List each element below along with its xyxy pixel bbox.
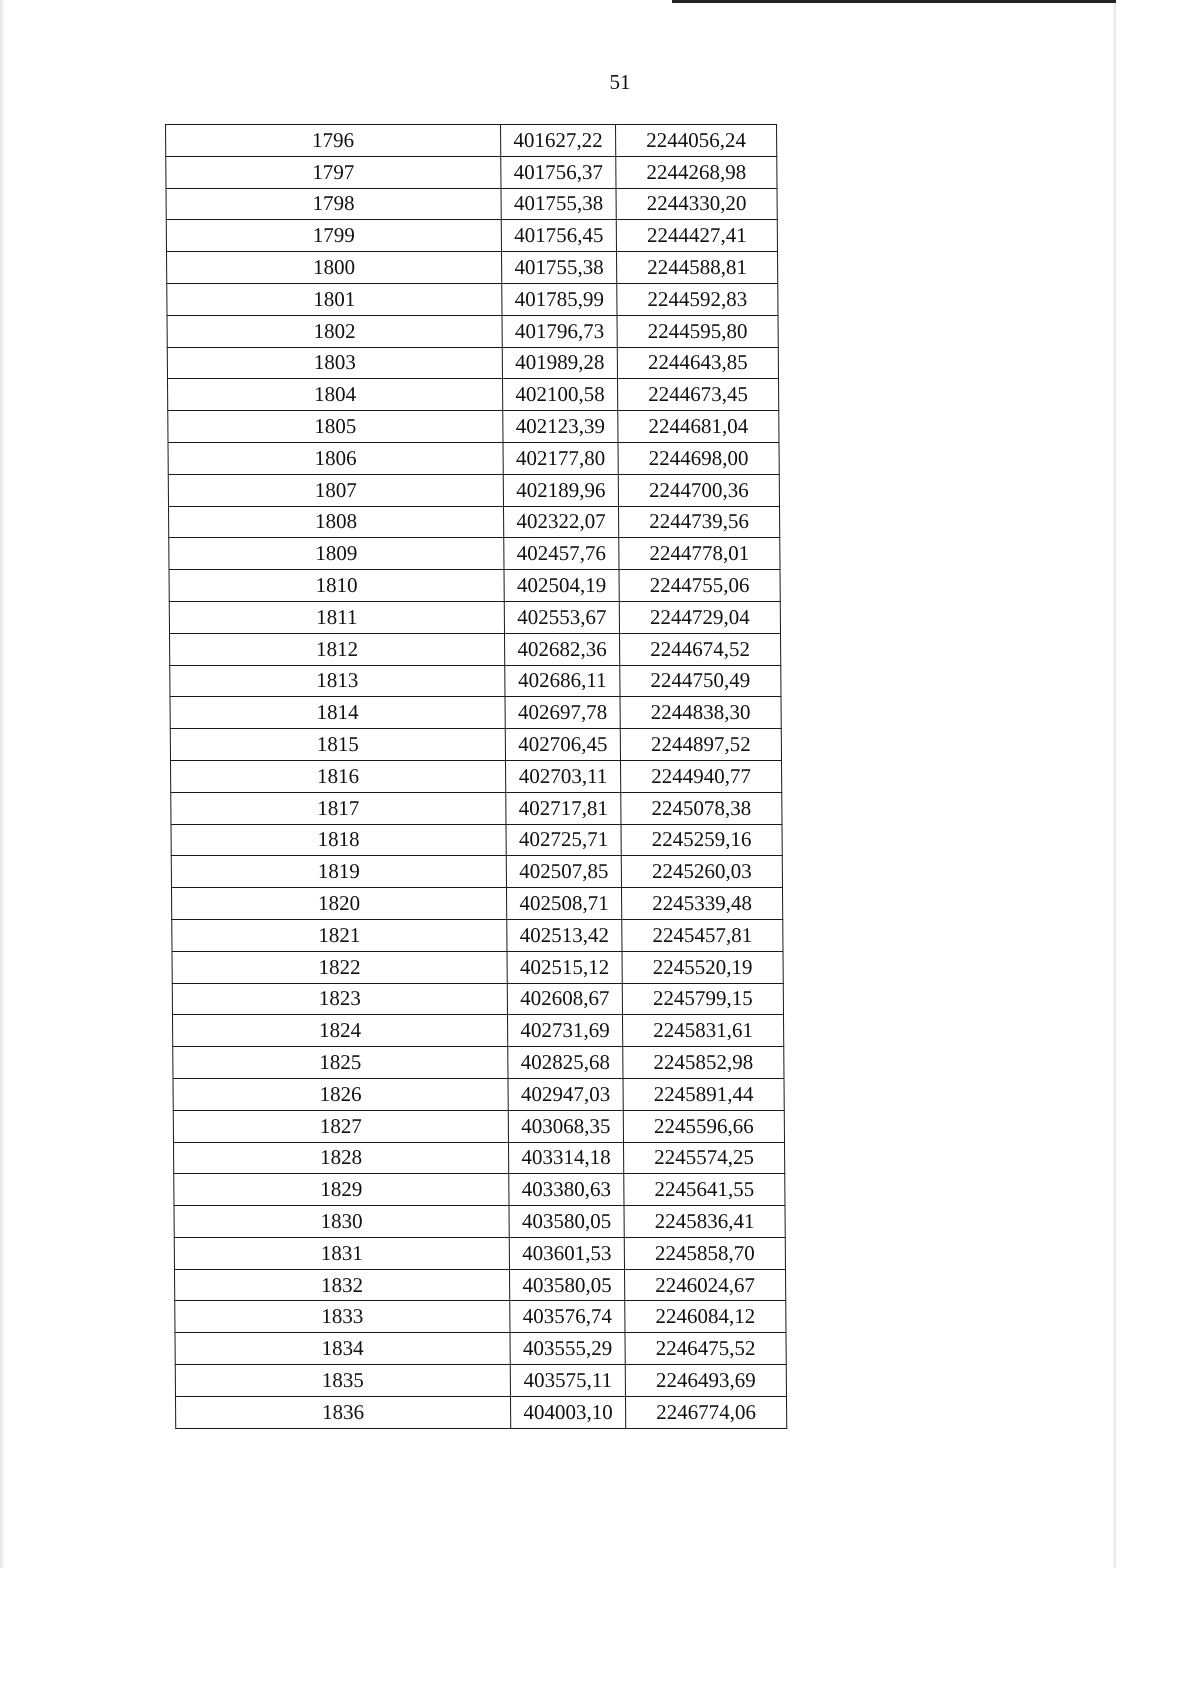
table-row <box>166 156 777 188</box>
page-number: 51 <box>609 70 631 94</box>
coordinates-table-body <box>166 125 787 1429</box>
table-row <box>174 1174 785 1206</box>
point-number-cell: 1828 <box>173 1142 508 1174</box>
x-coordinate-cell: 402725,71 <box>506 824 621 856</box>
y-coordinate-cell: 2245520,19 <box>622 951 783 983</box>
y-coordinate-cell: 2244592,83 <box>617 283 778 315</box>
table-row <box>170 665 781 697</box>
x-coordinate-cell: 401989,28 <box>502 347 617 379</box>
x-coordinate-cell: 403601,53 <box>509 1237 624 1269</box>
point-number-cell: 1834 <box>175 1333 510 1365</box>
point-number-cell: 1821 <box>172 919 507 951</box>
table-row <box>168 411 779 443</box>
point-number-cell: 1808 <box>169 506 504 538</box>
table-row <box>168 442 779 474</box>
x-coordinate-cell: 402189,96 <box>503 474 618 506</box>
y-coordinate-cell: 2245852,98 <box>623 1047 784 1079</box>
y-coordinate-cell: 2245260,03 <box>621 856 782 888</box>
table-row <box>173 1110 784 1142</box>
y-coordinate-cell: 2246493,69 <box>625 1365 786 1397</box>
y-coordinate-cell: 2245078,38 <box>621 792 782 824</box>
point-number-cell: 1830 <box>174 1206 509 1238</box>
table-row <box>168 474 779 506</box>
table-row <box>175 1333 786 1365</box>
point-number-cell: 1823 <box>172 983 507 1015</box>
table-row <box>172 951 783 983</box>
table-row <box>175 1396 786 1428</box>
x-coordinate-cell: 402825,68 <box>508 1047 623 1079</box>
point-number-cell: 1833 <box>175 1301 510 1333</box>
y-coordinate-cell: 2245457,81 <box>622 919 783 951</box>
x-coordinate-cell: 404003,10 <box>510 1396 625 1428</box>
table-row <box>166 125 777 157</box>
x-coordinate-cell: 401755,38 <box>501 188 616 220</box>
y-coordinate-cell: 2244674,52 <box>619 633 780 665</box>
y-coordinate-cell: 2244700,36 <box>618 474 779 506</box>
y-coordinate-cell: 2245259,16 <box>621 824 782 856</box>
point-number-cell: 1801 <box>167 283 502 315</box>
table-row <box>166 220 777 252</box>
table-row <box>169 633 780 665</box>
x-coordinate-cell: 402515,12 <box>507 951 622 983</box>
scan-edge-left <box>0 0 6 1568</box>
point-number-cell: 1836 <box>175 1396 510 1428</box>
point-number-cell: 1802 <box>167 315 502 347</box>
x-coordinate-cell: 402686,11 <box>505 665 620 697</box>
table-row <box>171 856 782 888</box>
table-row <box>167 283 778 315</box>
y-coordinate-cell: 2244729,04 <box>619 601 780 633</box>
point-number-cell: 1817 <box>171 792 506 824</box>
x-coordinate-cell: 401756,45 <box>501 220 616 252</box>
table-row <box>172 983 783 1015</box>
x-coordinate-cell: 402507,85 <box>506 856 621 888</box>
x-coordinate-cell: 402717,81 <box>506 792 621 824</box>
y-coordinate-cell: 2246084,12 <box>625 1301 786 1333</box>
x-coordinate-cell: 402100,58 <box>503 379 618 411</box>
x-coordinate-cell: 402177,80 <box>503 442 618 474</box>
point-number-cell: 1826 <box>173 1078 508 1110</box>
table-row <box>172 1015 783 1047</box>
point-number-cell: 1822 <box>172 951 507 983</box>
point-number-cell: 1835 <box>175 1365 510 1397</box>
table-row <box>169 538 780 570</box>
x-coordinate-cell: 402504,19 <box>504 570 619 602</box>
coordinates-table-wrapper <box>165 124 787 1429</box>
y-coordinate-cell: 2244940,77 <box>620 760 781 792</box>
x-coordinate-cell: 402457,76 <box>504 538 619 570</box>
y-coordinate-cell: 2246774,06 <box>625 1396 786 1428</box>
table-row <box>169 601 780 633</box>
table-row <box>172 919 783 951</box>
point-number-cell: 1818 <box>171 824 506 856</box>
table-row <box>173 1142 784 1174</box>
y-coordinate-cell: 2245836,41 <box>624 1206 785 1238</box>
x-coordinate-cell: 402706,45 <box>505 729 620 761</box>
table-row <box>169 506 780 538</box>
point-number-cell: 1809 <box>169 538 504 570</box>
point-number-cell: 1825 <box>173 1047 508 1079</box>
point-number-cell: 1815 <box>170 729 505 761</box>
y-coordinate-cell: 2245596,66 <box>623 1110 784 1142</box>
y-coordinate-cell: 2244643,85 <box>617 347 778 379</box>
x-coordinate-cell: 402553,67 <box>504 601 619 633</box>
table-row <box>168 379 779 411</box>
y-coordinate-cell: 2245574,25 <box>623 1142 784 1174</box>
x-coordinate-cell: 403380,63 <box>509 1174 624 1206</box>
y-coordinate-cell: 2244755,06 <box>619 570 780 602</box>
y-coordinate-cell: 2244897,52 <box>620 729 781 761</box>
table-row <box>170 697 781 729</box>
table-row <box>167 252 778 284</box>
x-coordinate-cell: 401755,38 <box>502 252 617 284</box>
table-row <box>175 1365 786 1397</box>
y-coordinate-cell: 2246024,67 <box>624 1269 785 1301</box>
scan-edge-right <box>1111 0 1116 1568</box>
y-coordinate-cell: 2245891,44 <box>623 1078 784 1110</box>
point-number-cell: 1816 <box>170 760 505 792</box>
x-coordinate-cell: 402731,69 <box>507 1015 622 1047</box>
x-coordinate-cell: 403068,35 <box>508 1110 623 1142</box>
point-number-cell: 1800 <box>167 252 502 284</box>
top-rule <box>672 0 1116 3</box>
table-row <box>166 188 777 220</box>
table-row <box>173 1047 784 1079</box>
point-number-cell: 1829 <box>174 1174 509 1206</box>
table-row <box>174 1206 785 1238</box>
y-coordinate-cell: 2244698,00 <box>618 442 779 474</box>
point-number-cell: 1831 <box>174 1237 509 1269</box>
y-coordinate-cell: 2244739,56 <box>619 506 780 538</box>
y-coordinate-cell: 2244268,98 <box>616 156 777 188</box>
table-row <box>171 888 782 920</box>
x-coordinate-cell: 402697,78 <box>505 697 620 729</box>
x-coordinate-cell: 403555,29 <box>510 1333 625 1365</box>
table-row <box>169 570 780 602</box>
y-coordinate-cell: 2245641,55 <box>624 1174 785 1206</box>
y-coordinate-cell: 2246475,52 <box>625 1333 786 1365</box>
coordinates-table <box>165 124 787 1429</box>
point-number-cell: 1803 <box>167 347 502 379</box>
point-number-cell: 1807 <box>168 474 503 506</box>
table-row <box>170 729 781 761</box>
x-coordinate-cell: 402682,36 <box>504 633 619 665</box>
x-coordinate-cell: 401785,99 <box>502 283 617 315</box>
y-coordinate-cell: 2244750,49 <box>620 665 781 697</box>
y-coordinate-cell: 2244673,45 <box>618 379 779 411</box>
x-coordinate-cell: 403580,05 <box>509 1269 624 1301</box>
point-number-cell: 1810 <box>169 570 504 602</box>
point-number-cell: 1806 <box>168 442 503 474</box>
table-row <box>174 1237 785 1269</box>
table-row <box>171 824 782 856</box>
x-coordinate-cell: 401756,37 <box>501 156 616 188</box>
x-coordinate-cell: 402322,07 <box>504 506 619 538</box>
point-number-cell: 1813 <box>170 665 505 697</box>
x-coordinate-cell: 402608,67 <box>507 983 622 1015</box>
x-coordinate-cell: 403580,05 <box>509 1206 624 1238</box>
point-number-cell: 1796 <box>166 125 501 157</box>
point-number-cell: 1824 <box>172 1015 507 1047</box>
x-coordinate-cell: 401796,73 <box>502 315 617 347</box>
point-number-cell: 1827 <box>173 1110 508 1142</box>
point-number-cell: 1805 <box>168 411 503 443</box>
y-coordinate-cell: 2245831,61 <box>622 1015 783 1047</box>
point-number-cell: 1798 <box>166 188 501 220</box>
table-row <box>175 1301 786 1333</box>
y-coordinate-cell: 2244595,80 <box>617 315 778 347</box>
x-coordinate-cell: 402508,71 <box>506 888 621 920</box>
table-row <box>173 1078 784 1110</box>
point-number-cell: 1797 <box>166 156 501 188</box>
y-coordinate-cell: 2245858,70 <box>624 1237 785 1269</box>
y-coordinate-cell: 2244838,30 <box>620 697 781 729</box>
point-number-cell: 1819 <box>171 856 506 888</box>
point-number-cell: 1814 <box>170 697 505 729</box>
y-coordinate-cell: 2244681,04 <box>618 411 779 443</box>
x-coordinate-cell: 402703,11 <box>505 760 620 792</box>
table-row <box>167 315 778 347</box>
point-number-cell: 1812 <box>169 633 504 665</box>
point-number-cell: 1799 <box>166 220 501 252</box>
y-coordinate-cell: 2244056,24 <box>616 125 777 157</box>
table-row <box>171 792 782 824</box>
x-coordinate-cell: 403576,74 <box>510 1301 625 1333</box>
y-coordinate-cell: 2244427,41 <box>616 220 777 252</box>
x-coordinate-cell: 403575,11 <box>510 1365 625 1397</box>
point-number-cell: 1804 <box>168 379 503 411</box>
table-row <box>174 1269 785 1301</box>
x-coordinate-cell: 402513,42 <box>507 919 622 951</box>
y-coordinate-cell: 2244588,81 <box>617 252 778 284</box>
point-number-cell: 1820 <box>171 888 506 920</box>
point-number-cell: 1832 <box>174 1269 509 1301</box>
y-coordinate-cell: 2244330,20 <box>616 188 777 220</box>
y-coordinate-cell: 2245799,15 <box>622 983 783 1015</box>
x-coordinate-cell: 401627,22 <box>501 125 616 157</box>
y-coordinate-cell: 2245339,48 <box>621 888 782 920</box>
point-number-cell: 1811 <box>169 601 504 633</box>
y-coordinate-cell: 2244778,01 <box>619 538 780 570</box>
table-row <box>170 760 781 792</box>
x-coordinate-cell: 402947,03 <box>508 1078 623 1110</box>
x-coordinate-cell: 403314,18 <box>508 1142 623 1174</box>
table-row <box>167 347 778 379</box>
x-coordinate-cell: 402123,39 <box>503 411 618 443</box>
